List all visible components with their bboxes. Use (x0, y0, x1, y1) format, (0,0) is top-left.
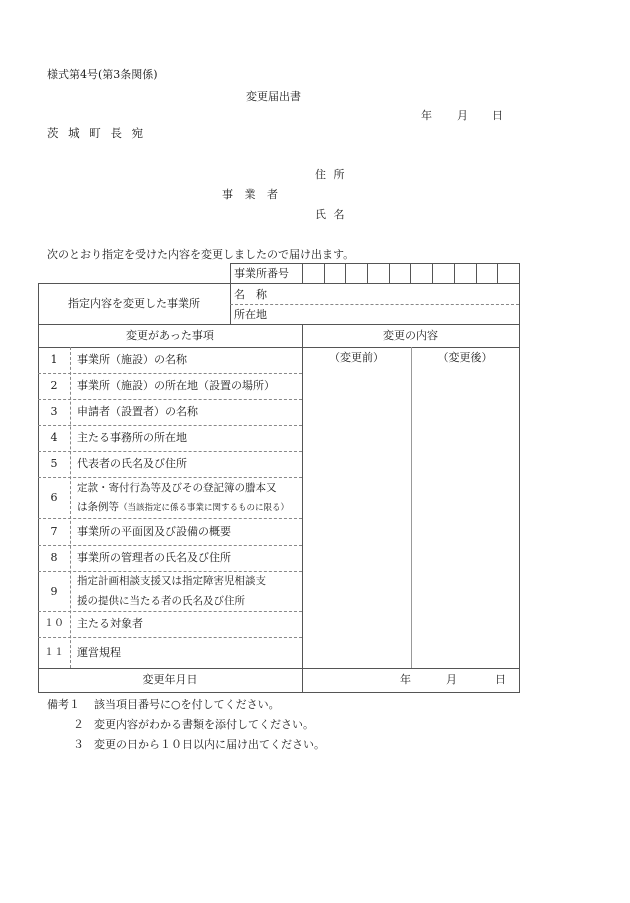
item-number: 4 (50, 431, 58, 444)
changed-items-header: 変更があった事項 (126, 329, 214, 342)
item-number: 6 (50, 491, 58, 504)
change-date-year: 年 (400, 673, 411, 686)
facility-address-field[interactable] (305, 308, 515, 322)
change-date-day: 日 (495, 673, 506, 686)
item-text: 主たる事務所の所在地 (77, 431, 187, 444)
item-number: 2 (50, 379, 58, 392)
item-number: 1 (50, 353, 58, 366)
applicant-label: 事 業 者 (222, 188, 282, 201)
item-text-note: （当該指定に係る事業に関するものに限る） (119, 503, 290, 513)
note-1-text: 該当項目番号に○を付してください。 (94, 698, 280, 711)
note-2-text: 変更内容がわかる書類を添付してください。 (94, 718, 314, 731)
date-month-label: 月 (457, 109, 468, 122)
item-text: 代表者の氏名及び住所 (77, 457, 187, 470)
date-day-label: 日 (492, 109, 503, 122)
change-date-label: 変更年月日 (142, 673, 198, 686)
after-change-label: （変更後） (437, 351, 493, 364)
item-text: 事業所（施設）の名称 (77, 353, 187, 366)
item-number: 7 (50, 525, 58, 538)
item-text-line2: は条例等 (77, 501, 119, 513)
applicant-address-label: 住 所 (315, 168, 347, 181)
item-text: 事業所の平面図及び設備の概要 (77, 525, 231, 538)
document-title: 変更届出書 (246, 90, 301, 103)
date-year-label: 年 (421, 109, 432, 122)
item-number: １０ (44, 618, 64, 629)
item-number: 8 (50, 551, 58, 564)
note-3-text: 変更の日から１０日以内に届け出てください。 (94, 738, 325, 751)
addressee: 茨 城 町 長 宛 (47, 126, 147, 140)
facility-address-label: 所在地 (234, 308, 267, 321)
notes-label: 備考１ (47, 698, 80, 711)
item-text: 運営規程 (77, 646, 121, 659)
facility-name-label: 名 称 (234, 288, 267, 301)
intro-text: 次のとおり指定を受けた内容を変更しましたので届け出ます。 (47, 248, 355, 261)
item-text-line1: 定款・寄付行為等及びその登記簿の謄本又 (77, 482, 277, 494)
before-change-field[interactable] (304, 368, 409, 666)
facility-section-label: 指定内容を変更した事業所 (68, 297, 200, 310)
item-number: 9 (50, 585, 58, 598)
item-number: 3 (50, 405, 58, 418)
facility-name-field[interactable] (305, 288, 515, 302)
item-text: 事業所の管理者の氏名及び住所 (77, 551, 231, 564)
after-change-field[interactable] (413, 368, 517, 666)
item-number: 5 (50, 457, 58, 470)
item-text: 主たる対象者 (77, 617, 143, 630)
before-change-label: （変更前） (329, 351, 384, 364)
change-content-header: 変更の内容 (383, 329, 438, 342)
note-3-number: ３ (73, 738, 84, 751)
item-text-line1: 指定計画相談支援又は指定障害児相談支 (77, 575, 266, 587)
applicant-name-label: 氏 名 (315, 208, 347, 221)
item-number: １１ (44, 647, 64, 658)
form-number: 様式第4号(第3条関係) (47, 68, 158, 81)
facility-number-label: 事業所番号 (234, 267, 289, 280)
item-text: 事業所（施設）の所在地（設置の場所） (77, 379, 275, 392)
item-text-line2: 援の提供に当たる者の氏名及び住所 (77, 595, 245, 607)
change-date-month: 月 (446, 673, 457, 686)
note-2-number: ２ (73, 718, 84, 731)
item-text: 申請者（設置者）の名称 (77, 405, 198, 418)
